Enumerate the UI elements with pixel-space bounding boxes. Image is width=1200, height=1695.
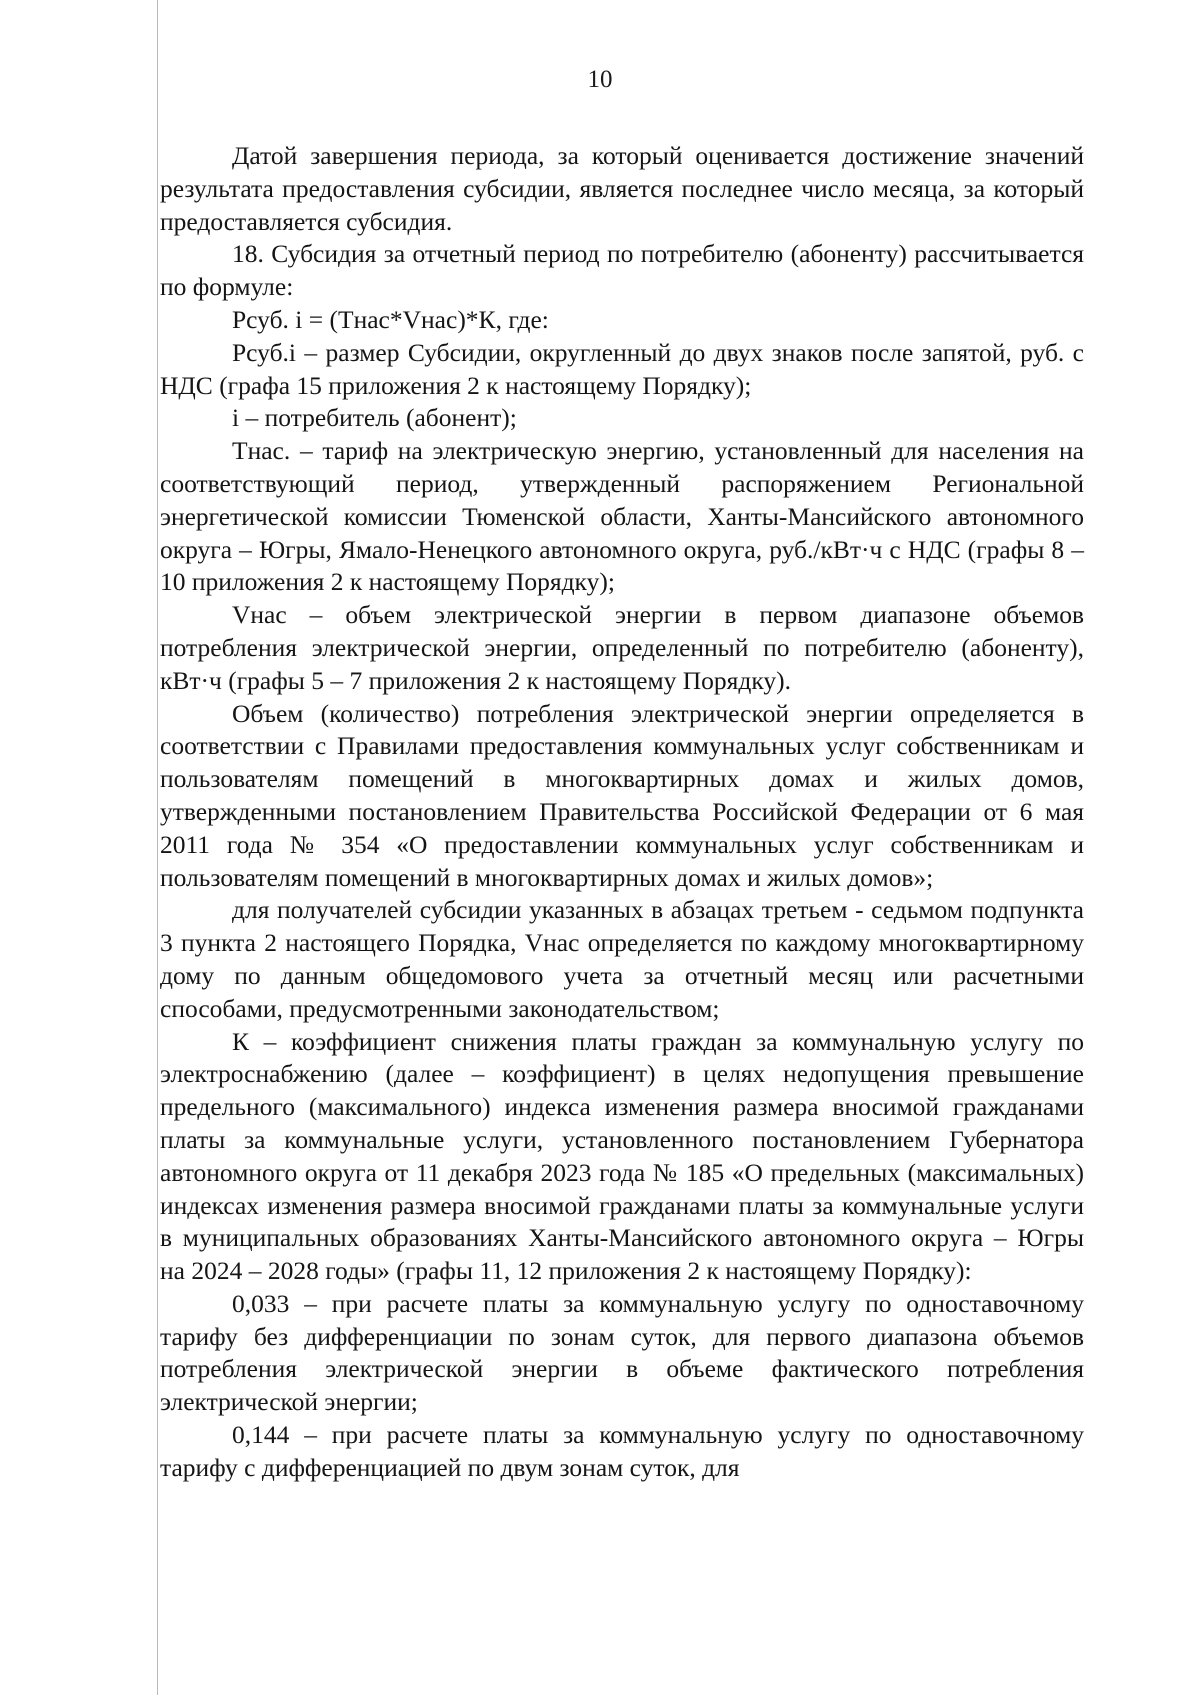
paragraph-period-end-date: Датой завершения периода, за который оценивается достижение значений результата предоставления субсидии, является последнее число месяца, за который предоставляется субсидия. [160, 141, 1084, 236]
page-number: 10 [587, 66, 613, 93]
paragraph-formula: Рсуб. i = (Тнас*Vнас)*К, где: [232, 304, 549, 334]
paragraph-definition-vnas: Vнас – объем электрической энергии в первом диапазоне объемов потребления электрической энергии, определенный по потребителю (абоненту), кВт·ч (графы 5 – 7 приложения 2 к настоящему Порядку). [160, 600, 1084, 695]
paragraph-coefficient-0-033: 0,033 – при расчете платы за коммунальную услугу по одноставочному тарифу без дифференциации по зонам суток, для первого диапазона объемов потребления электрической энергии в объеме фактического потребления электрической энергии; [160, 1288, 1084, 1417]
paragraph-item-18: 18. Субсидия за отчетный период по потребителю (абоненту) рассчитывается по формуле: [160, 239, 1084, 302]
paragraph-definition-i: i – потребитель (абонент); [232, 403, 517, 433]
paragraph-consumption-volume: Объем (количество) потребления электрической энергии определяется в соответствии с Правилами предоставления коммунальных услуг собственникам и пользователям помещений в многоквартирных домах и жилых домов, утвержденными постановлением Правительства Российской Федерации от 6 мая 2011 года № 354 «О предоставлении коммунальных услуг собственникам и пользователям помещений в многоквартирных домах и жилых домов»; [160, 698, 1084, 892]
paragraph-coefficient-0-144: 0,144 – при расчете платы за коммунальную услугу по одноставочному тарифу с дифференциацией по двум зонам суток, для [160, 1420, 1084, 1482]
paragraph-definition-k: К – коэффициент снижения платы граждан за коммунальную услугу по электроснабжению (далее – коэффициент) в целях недопущения превышение предельного (максимального) индекса изменения размера вносимой гражданами платы за коммунальные услуги, установленного постановлением Губернатора автономного округа от 11 декабря 2023 года № 185 «О предельных (максимальных) индексах изменения размера вносимой гражданами платы за коммунальные услуги в муниципальных образованиях Ханты-Мансийского автономного округа – Югры на 2024 – 2028 годы» (графы 11, 12 приложения 2 к настоящему Порядку): [160, 1026, 1084, 1286]
scan-margin-line [157, 0, 158, 1695]
document-body [160, 140, 1084, 1485]
paragraph-definition-rsub: Рсуб.i – размер Субсидии, округленный до двух знаков после запятой, руб. с НДС (графа 15 приложения 2 к настоящему Порядку); [160, 337, 1084, 400]
paragraph-definition-tnas: Тнас. – тариф на электрическую энергию, установленный для населения на соответствующий период, утвержденный распоряжением Региональной энергетической комиссии Тюменской области, Ханты-Мансийского автономного округа – Югры, Ямало-Ненецкого автономного округа, руб./кВт·ч с НДС (графы 8 – 10 приложения 2 к настоящему Порядку); [160, 436, 1084, 597]
paragraph-recipients-vnas: для получателей субсидии указанных в абзацах третьем - седьмом подпункта 3 пункта 2 настоящего Порядка, Vнас определяется по каждому многоквартирному дому по данным общедомового учета за отчетный месяц или расчетными способами, предусмотренными законодательством; [160, 895, 1084, 1023]
